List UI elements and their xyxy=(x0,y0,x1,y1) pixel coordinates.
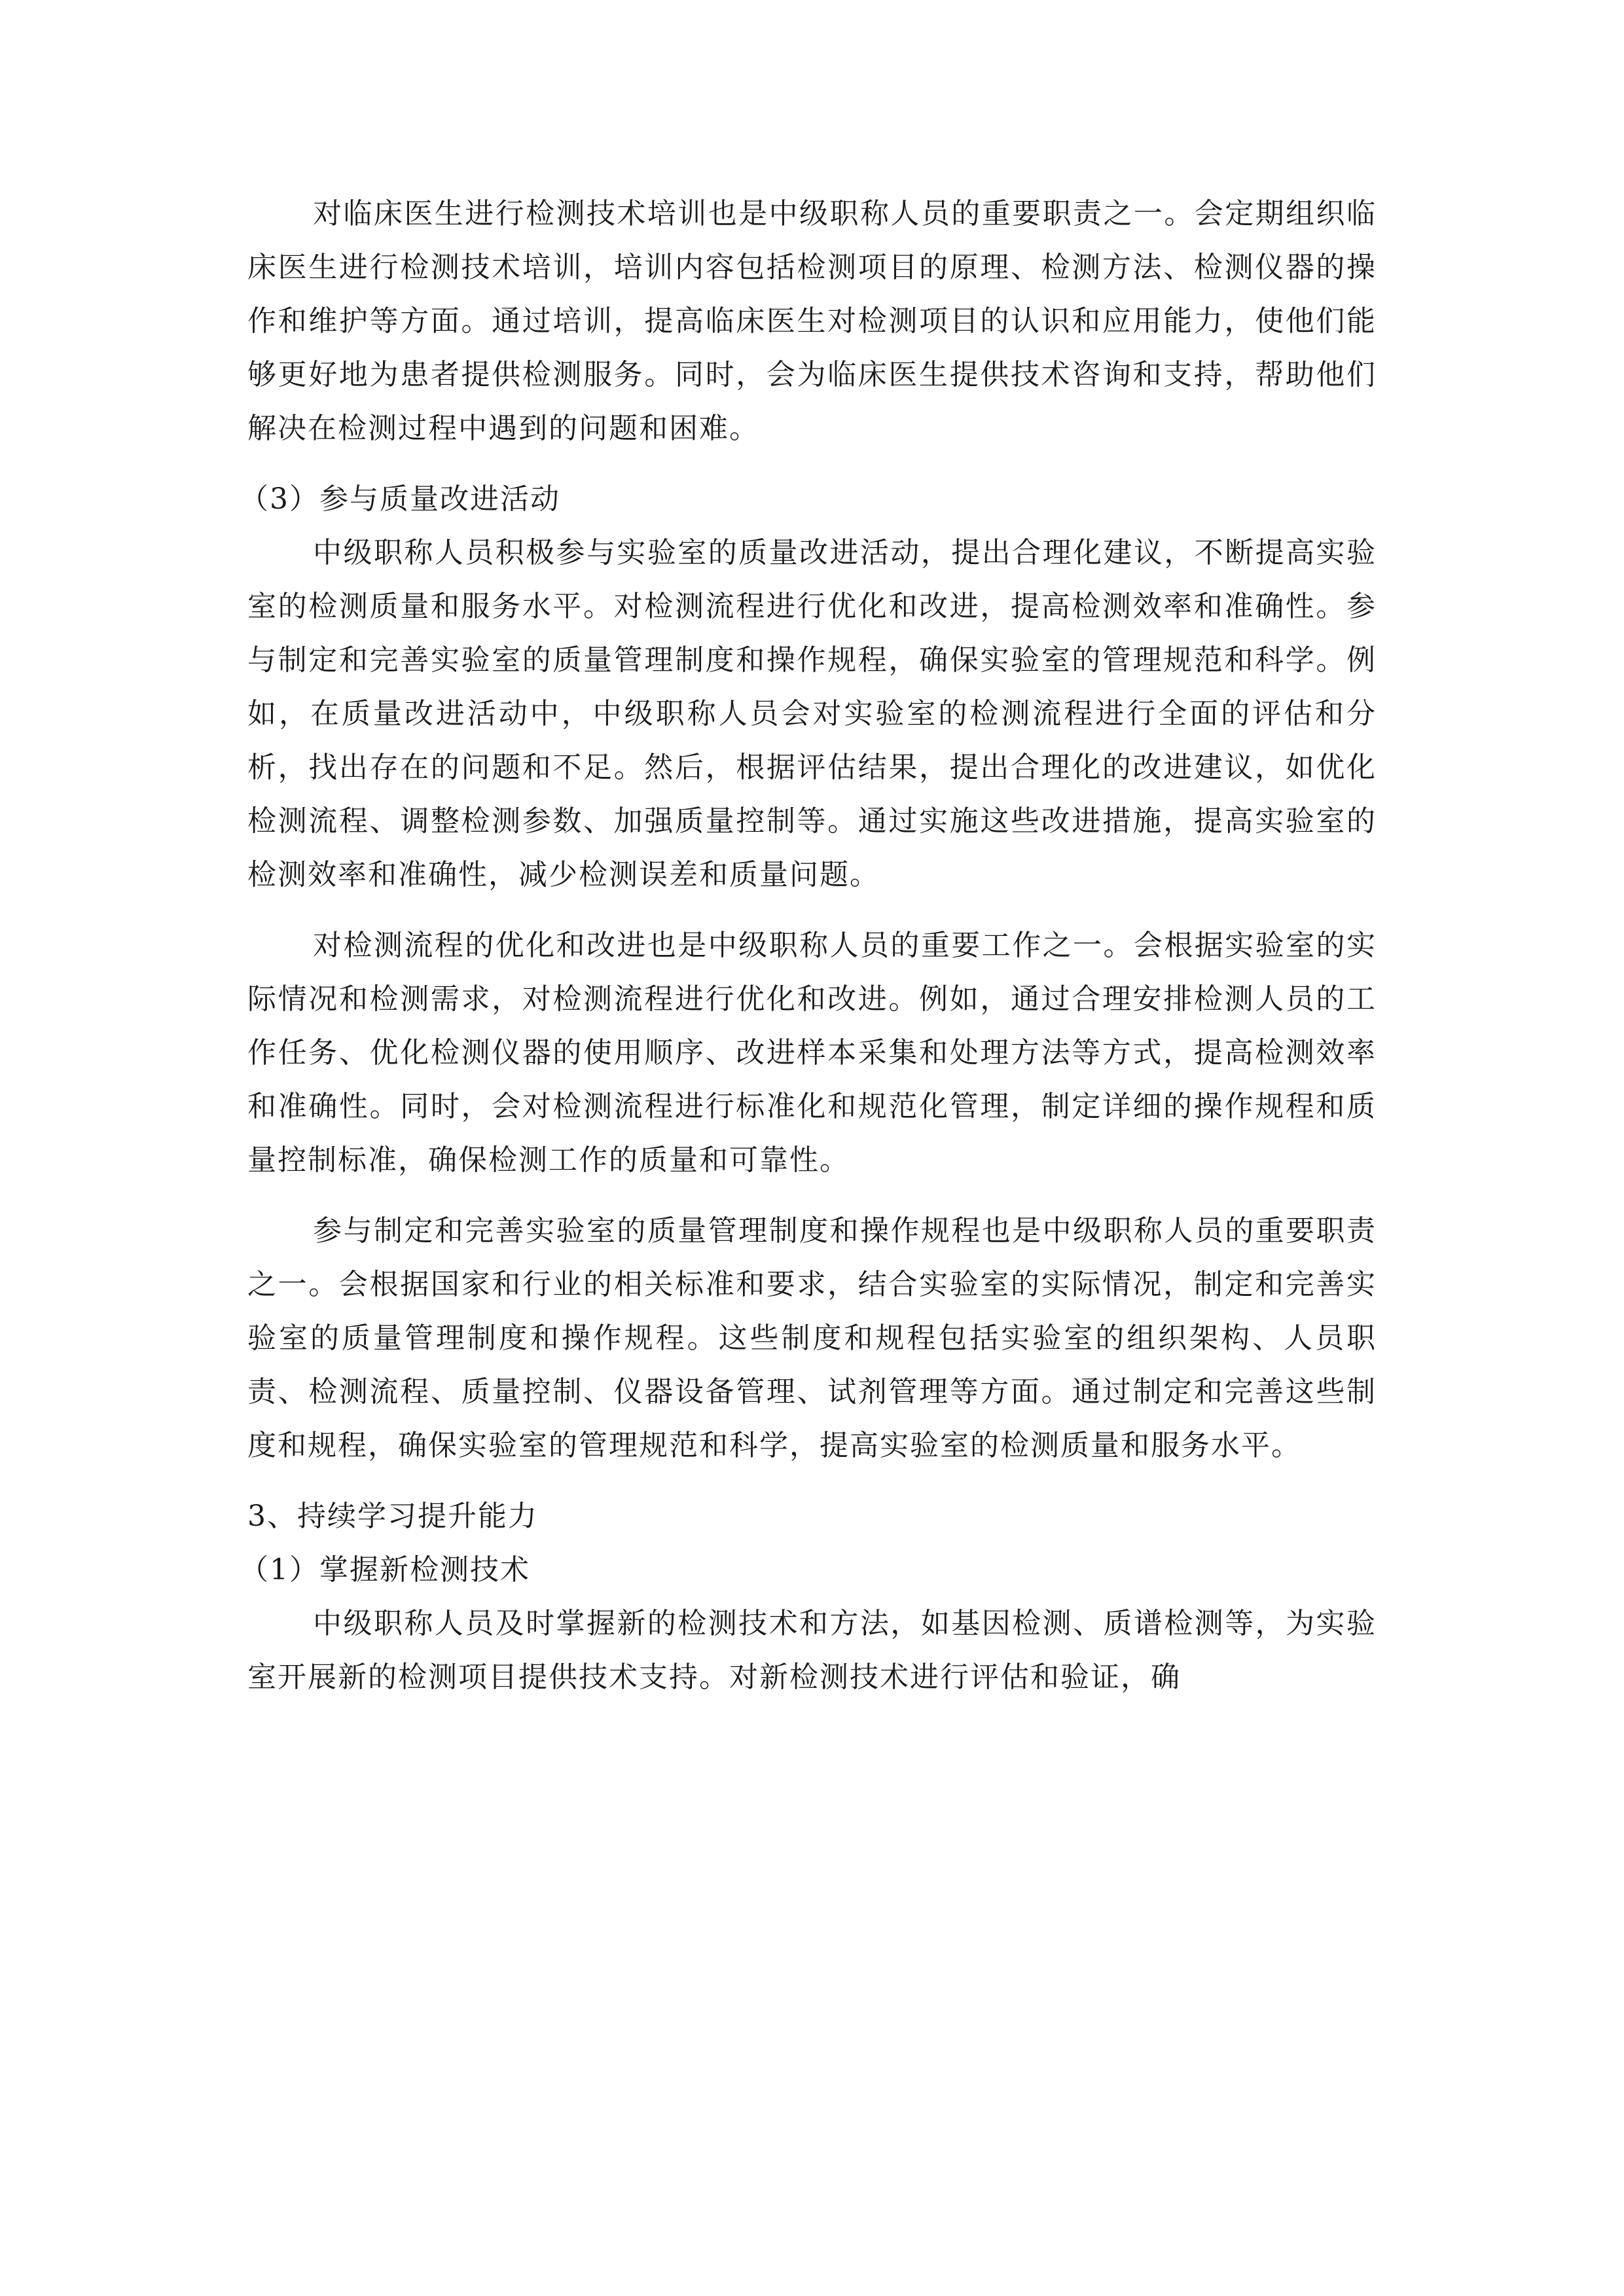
document-body xyxy=(240,187,1377,1721)
paragraph-management-system: 参与制定和完善实验室的质量管理制度和操作规程也是中级职称人员的重要职责之一。会根据国家和行业的相关标准和要求，结合实验室的实际情况，制定和完善实验室的质量管理制度和操作规程。这些制度和规程包括实验室的组织架构、人员职责、检测流程、质量控制、仪器设备管理、试剂管理等方面。通过制定和完善这些制度和规程，确保实验室的管理规范和科学，提高实验室的检测质量和服务水平。 xyxy=(247,1214,1377,1462)
paragraph-process-optimization: 对检测流程的优化和改进也是中级职称人员的重要工作之一。会根据实验室的实际情况和检测需求，对检测流程进行优化和改进。例如，通过合理安排检测人员的工作任务、优化检测仪器的使用顺序、改进样本采集和处理方法等方式，提高检测效率和准确性。同时，会对检测流程进行标准化和规范化管理，制定详细的操作规程和质量控制标准，确保检测工作的质量和可靠性。 xyxy=(247,929,1377,1177)
subheading-new-techniques: （1）掌握新检测技术 xyxy=(240,1553,530,1587)
paragraph-clinician-training: 对临床医生进行检测技术培训也是中级职称人员的重要职责之一。会定期组织临床医生进行检测技术培训，培训内容包括检测项目的原理、检测方法、检测仪器的操作和维护等方面。通过培训，提高临床医生对检测项目的认识和应用能力，使他们能够更好地为患者提供检测服务。同时，会为临床医生提供技术咨询和支持，帮助他们解决在检测过程中遇到的问题和困难。 xyxy=(247,197,1377,445)
paragraph-quality-improvement: 中级职称人员积极参与实验室的质量改进活动，提出合理化建议，不断提高实验室的检测质量和服务水平。对检测流程进行优化和改进，提高检测效率和准确性。参与制定和完善实验室的质量管理制度和操作规程，确保实验室的管理规范和科学。例如，在质量改进活动中，中级职称人员会对实验室的检测流程进行全面的评估和分析，找出存在的问题和不足。然后，根据评估结果，提出合理化的改进建议，如优化检测流程、调整检测参数、加强质量控制等。通过实施这些改进措施，提高实验室的检测效率和准确性，减少检测误差和质量问题。 xyxy=(247,536,1377,891)
section-heading-continuous-learning: 3、持续学习提升能力 xyxy=(247,1499,538,1533)
subheading-quality-improvement: （3）参与质量改进活动 xyxy=(240,482,560,516)
paragraph-new-techniques: 中级职称人员及时掌握新的检测技术和方法，如基因检测、质谱检测等，为实验室开展新的检测项目提供技术支持。对新检测技术进行评估和验证，确 xyxy=(247,1607,1377,1694)
